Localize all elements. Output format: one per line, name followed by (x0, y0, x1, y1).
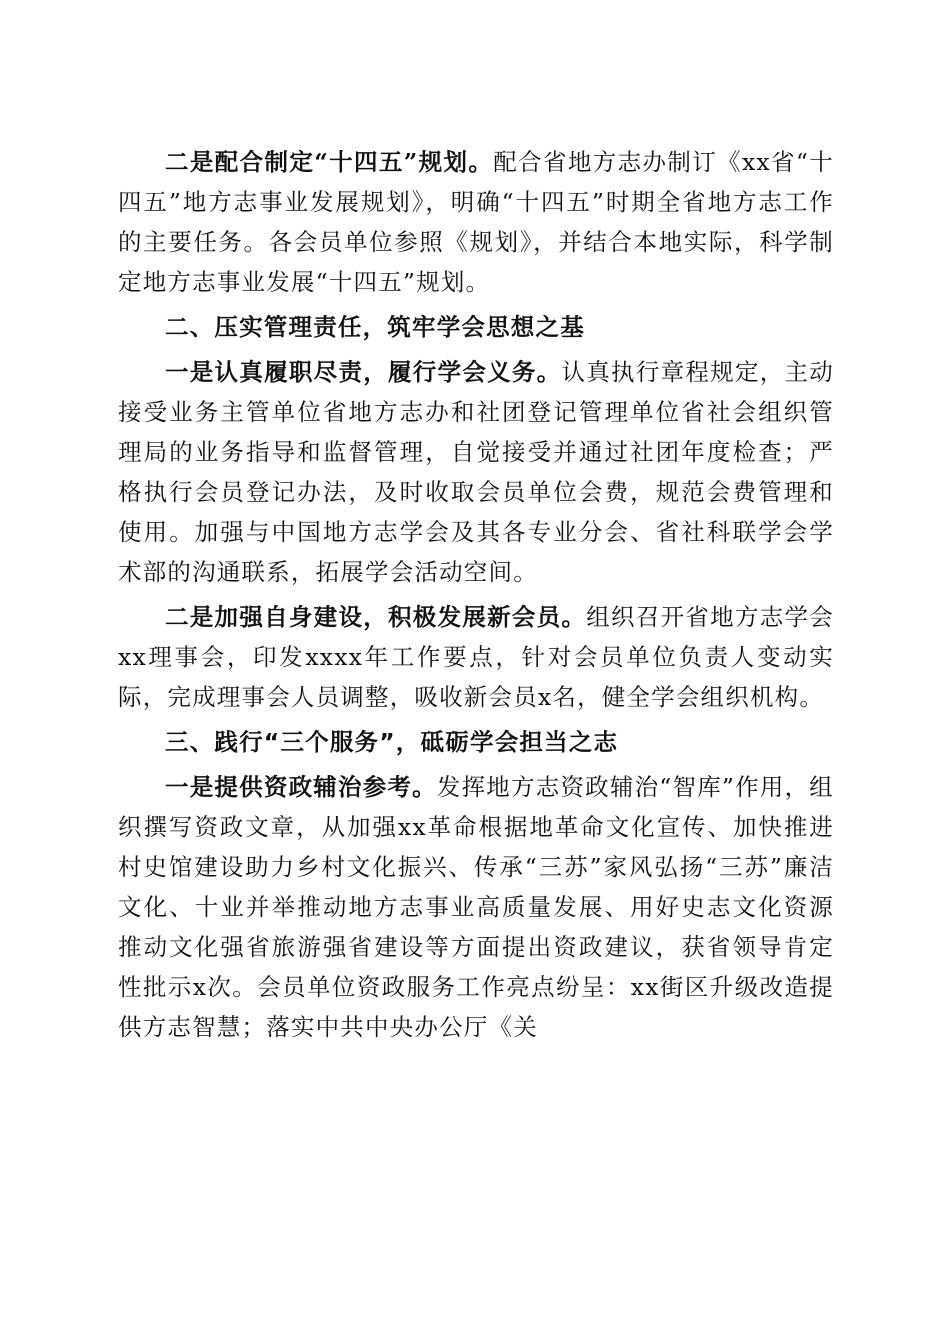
document-body (118, 142, 834, 1047)
paragraph-duty (118, 352, 834, 592)
paragraph-lead: 二是加强自身建设，积极发展新会员。 (165, 603, 587, 631)
paragraph-text: 组织召开省地方志学会xx理事会，印发xxxx年工作要点，针对会员单位负责人变动实际，完成理事会人员调整，吸收新会员x名，健全学会组织机构。 (118, 603, 835, 711)
paragraph-text: 发挥地方志资政辅治“智库”作用，组织撰写资政文章，从加强xx革命根据地革命文化宣传、加快推进村史馆建设助力乡村文化振兴、传承“三苏”家风弘扬“三苏”廉洁文化、十业并举推动地方志事业高质量发展、用好史志文化资源推动文化强省旅游强省建设等方面提出资政建议，获省领导肯定性批示x次。会员单位资政服务工作亮点纷呈：xx街区升级改造提供方志智慧；落实中共中央办公厅《关 (118, 773, 834, 1041)
paragraph-text: 配合省地方志办制订《xx省“十四五”地方志事业发展规划》，明确“十四五”时期全省地方志工作的主要任务。各会员单位参照《规划》，并结合本地实际，科学制定地方志事业发展“十四五”规划。 (118, 148, 834, 296)
paragraph-lead: 一是提供资政辅治参考。 (165, 773, 437, 801)
paragraph-members (118, 597, 834, 717)
paragraph-text: 认真执行章程规定，主动接受业务主管单位省地方志办和社团登记管理单位省社会组织管理局的业务指导和监督管理，自觉接受并通过社团年度检查；严格执行会员登记办法，及时收取会员单位会费，规范会费管理和使用。加强与中国地方志学会及其各专业分会、省社科联学会学术部的沟通联系，拓展学会活动空间。 (118, 358, 835, 586)
paragraph-lead: 二是配合制定“十四五”规划。 (165, 148, 494, 176)
section-heading-3: 三、践行“三个服务”，砥砺学会担当之志 (165, 728, 619, 756)
section-heading-2: 二、压实管理责任，筑牢学会思想之基 (165, 313, 585, 341)
paragraph-advisory (118, 767, 834, 1047)
paragraph-lead: 一是认真履职尽责，履行学会义务。 (165, 358, 562, 386)
paragraph-planning (118, 142, 834, 302)
